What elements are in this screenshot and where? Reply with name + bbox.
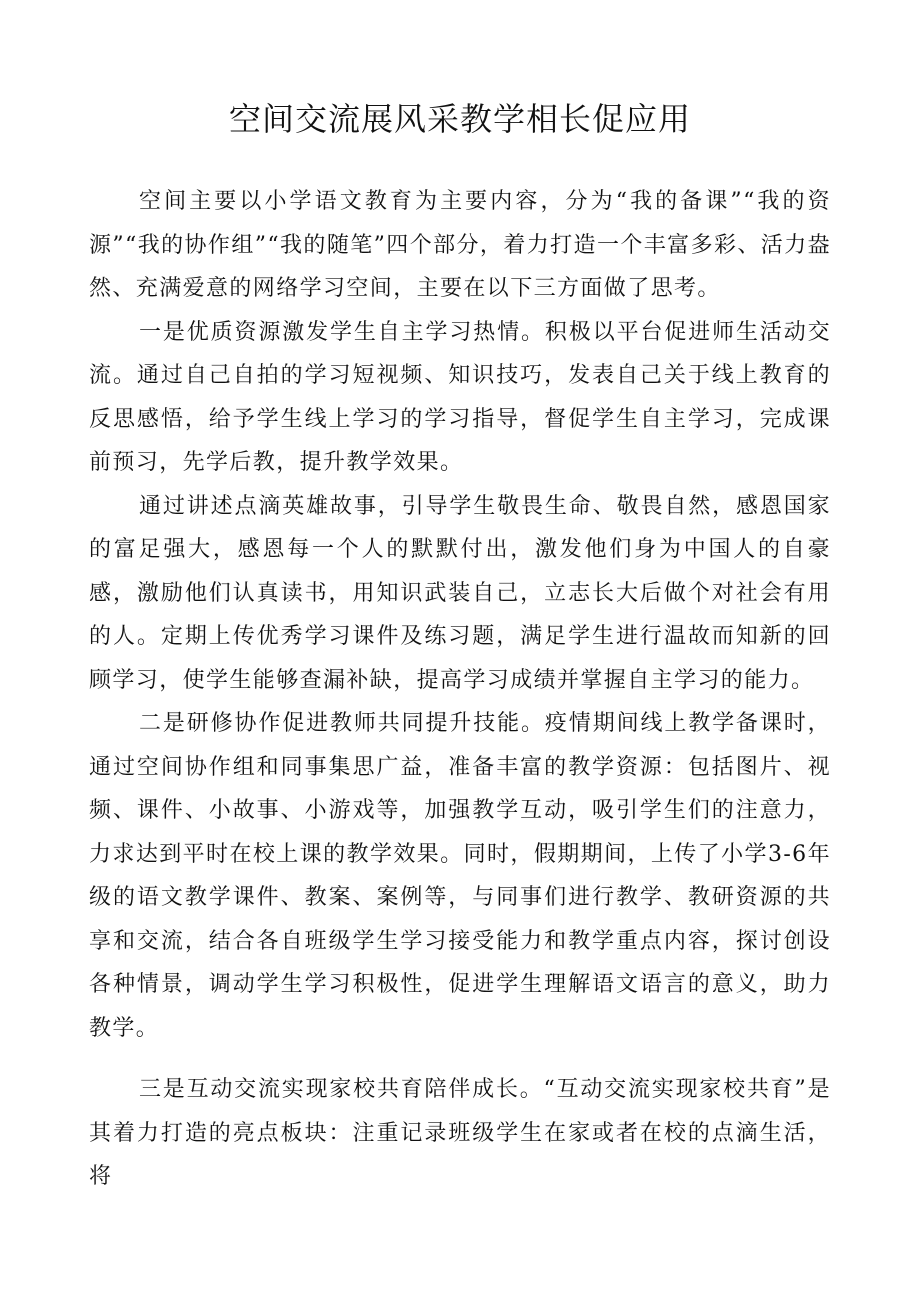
paragraph-point-three: 三是互动交流实现家校共育陪伴成长。“互动交流实现家校共育”是其着力打造的亮点板块：注重记录班级学生在家或者在校的点滴生活，将 [89,1077,831,1189]
document-body [89,180,831,1199]
paragraph-intro: 空间主要以小学语文教育为主要内容，分为“我的备课”“我的资源”“我的协作组”“我的随笔”四个部分，着力打造一个丰富多彩、活力盎然、充满爱意的网络学习空间，主要在以下三方面做了思考。 [89,189,831,301]
paragraph-point-two: 二是研修协作促进教师共同提升技能。疫情期间线上教学备课时，通过空间协作组和同事集思广益，准备丰富的教学资源：包括图片、视频、课件、小故事、小游戏等，加强教学互动，吸引学生们的注意力，力求达到平时在校上课的教学效果。同时，假期期间，上传了小学3-6年级的语文教学课件、教案、案例等，与同事们进行教学、教研资源的共享和交流，结合各自班级学生学习接受能力和教学重点内容，探讨创设各种情景，调动学生学习积极性，促进学生理解语文语言的意义，助力教学。 [89,711,831,1041]
paragraph-hero-stories: 通过讲述点滴英雄故事，引导学生敬畏生命、敬畏自然，感恩国家的富足强大，感恩每一个人的默默付出，激发他们身为中国人的自豪感，激励他们认真读书，用知识武装自己，立志长大后做个对社会有用的人。定期上传优秀学习课件及练习题，满足学生进行温故而知新的回顾学习，使学生能够查漏补缺，提高学习成绩并掌握自主学习的能力。 [89,493,831,693]
paragraph-point-one: 一是优质资源激发学生自主学习热情。积极以平台促进师生活动交流。通过自己自拍的学习短视频、知识技巧，发表自己关于线上教育的反思感悟，给予学生线上学习的学习指导，督促学生自主学习，完成课前预习，先学后教，提升教学效果。 [89,319,831,475]
document-title: 空间交流展风采教学相长促应用 [228,100,691,138]
